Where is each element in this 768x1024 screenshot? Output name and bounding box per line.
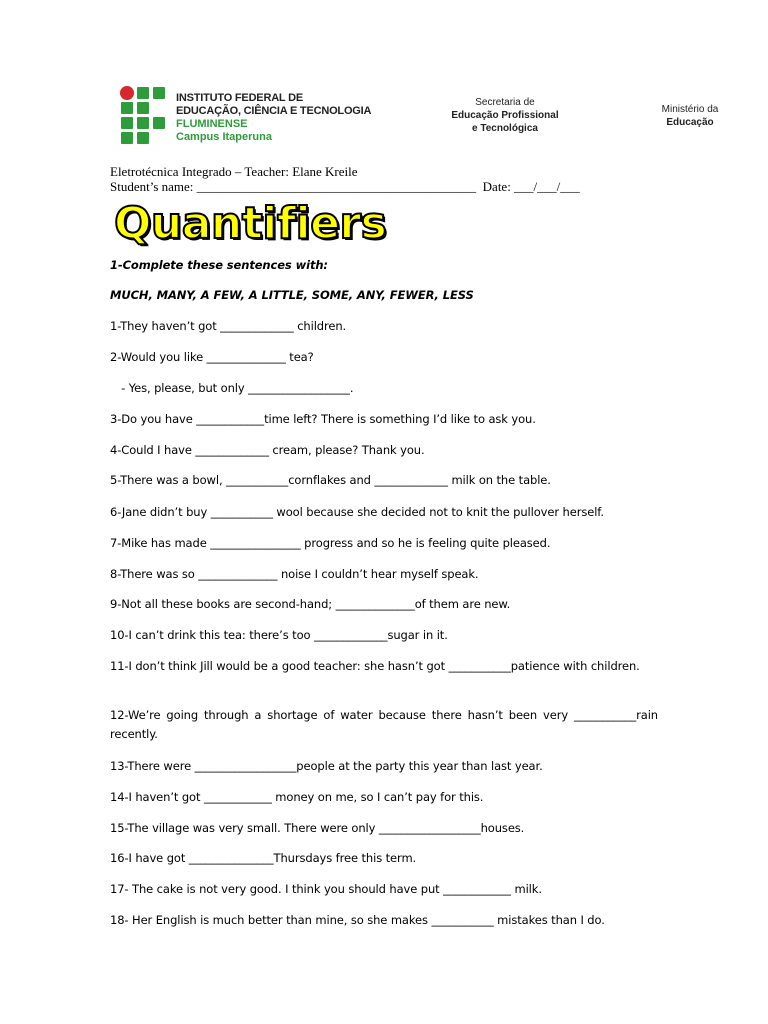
exercise-item: 9-Not all these books are second-hand; ______________of them are new. — [110, 597, 511, 611]
exercise-item: 7-Mike has made ________________ progress and so he is feeling quite pleased. — [110, 536, 551, 550]
exercise-item: 8-There was so ______________ noise I couldn’t hear myself speak. — [110, 567, 479, 581]
student-name-date-line: Student’s name: ___________________________________________ Date: ___/___/___ — [110, 179, 580, 194]
exercise-item: 12-We’re going through a shortage of water because there hasn’t been very ___________rain recently. — [110, 708, 658, 741]
exercise-heading: 1-Complete these sentences with: — [110, 258, 328, 272]
secretaria-label — [440, 96, 570, 135]
exercise-item: 5-There was a bowl, ___________cornflakes and _____________ milk on the table. — [110, 473, 551, 487]
exercise-item: 14-I haven’t got ____________ money on me, so I can’t pay for this. — [110, 790, 484, 804]
institution-name-line1: INSTITUTO FEDERAL DE — [176, 92, 303, 104]
ministerio-line2: Educação — [666, 117, 714, 128]
exercise-item: 13-There were __________________people at the party this year than last year. — [110, 759, 543, 773]
secretaria-line1: Secretaria de — [475, 97, 535, 108]
exercise-item: 11-I don’t think Jill would be a good teacher: she hasn’t got ___________patience with children. — [110, 659, 640, 673]
institution-logo — [120, 86, 370, 146]
course-teacher-line: Eletrotécnica Integrado – Teacher: Elane Kreile — [110, 164, 358, 179]
exercise-item: 15-The village was very small. There were only __________________houses. — [110, 821, 525, 835]
institution-name-line3: FLUMINENSE — [176, 118, 248, 130]
exercise-item: 1-They haven’t got _____________ children. — [110, 319, 347, 333]
exercise-item: 10-I can’t drink this tea: there’s too _____________sugar in it. — [110, 628, 448, 642]
exercise-options: MUCH, MANY, A FEW, A LITTLE, SOME, ANY, FEWER, LESS — [110, 288, 474, 302]
ministerio-line1: Ministério da — [661, 104, 719, 115]
institution-campus: Campus Itaperuna — [176, 131, 272, 143]
ministerio-label — [650, 103, 730, 129]
secretaria-line2: Educação Profissional — [451, 110, 559, 121]
institution-name-line2: EDUCAÇÃO, CIÊNCIA E TECNOLOGIA — [176, 105, 372, 117]
secretaria-line3: e Tecnológica — [472, 123, 538, 134]
exercise-item: 17- The cake is not very good. I think you should have put ____________ milk. — [110, 882, 542, 896]
exercise-item: 3-Do you have ____________time left? There is something I’d like to ask you. — [110, 412, 536, 426]
exercise-item: 18- Her English is much better than mine, so she makes ___________ mistakes than I do. — [110, 913, 605, 927]
exercise-item: 16-I have got _______________Thursdays free this term. — [110, 851, 417, 865]
institution-logo-icon — [120, 86, 166, 142]
exercise-item: 6-Jane didn’t buy ___________ wool because she decided not to knit the pullover herself. — [110, 505, 604, 519]
exercise-item: - Yes, please, but only __________________. — [114, 381, 354, 395]
exercise-item: 4-Could I have _____________ cream, please? Thank you. — [110, 443, 425, 457]
worksheet-title: Quantifiers — [114, 198, 387, 249]
exercise-item: 2-Would you like ______________ tea? — [110, 350, 314, 364]
